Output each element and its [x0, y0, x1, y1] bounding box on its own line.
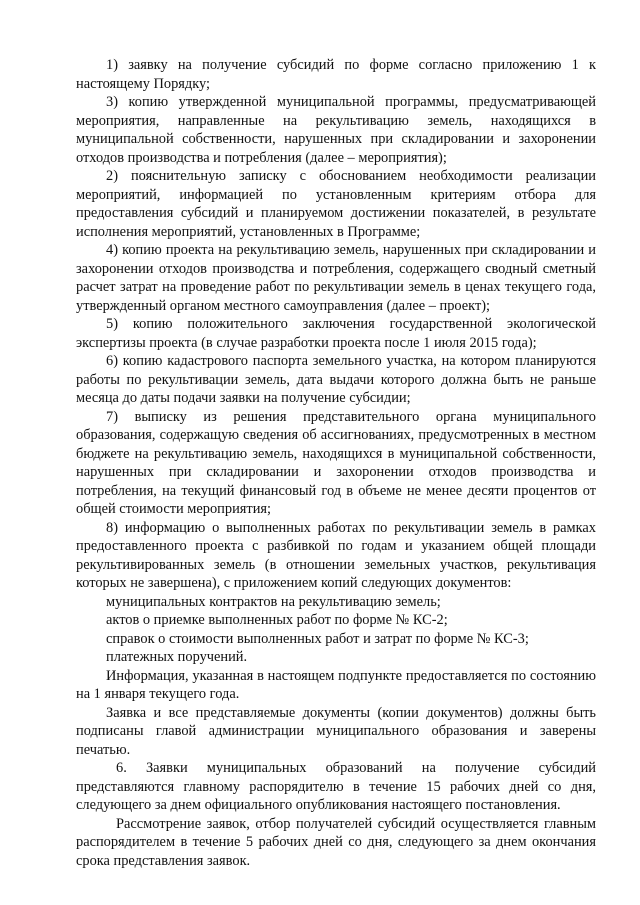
paragraph-item-4: 4) копию проекта на рекультивацию земель, нарушенных при складировании и захоронении отходов производства и потребления, содержащего сводный сметный расчет затрат на проведение работ по рекультивации земель в ценах текущего года, утвержденный органом местного самоуправления (далее – проект);: [76, 242, 596, 314]
paragraph-item-8: 8) информацию о выполненных работах по рекультивации земель в рамках предоставленного проекта с разбивкой по годам и указанием общей площади рекультивированных земель (в отношении земельных участков, рекультивация которых не завершена), с приложением копий следующих документов:: [76, 519, 596, 591]
paragraph-item-6: 6) копию кадастрового паспорта земельного участка, на котором планируются работы по рекультивации земель, дата выдачи которого должна быть не раньше месяца до даты подачи заявки на получение субсидии;: [76, 353, 596, 406]
document-body: [76, 56, 596, 870]
paragraph-item-2: 2) пояснительную записку с обоснованием необходимости реализации мероприятий, информацией по установленным критериям отбора для предоставления субсидий и планируемом достижении показателей, в результате исполнения мероприятий, установленных в Программе;: [76, 168, 596, 240]
paragraph-item-3: 3) копию утвержденной муниципальной программы, предусматривающей мероприятия, направленные на рекультивацию земель, находящихся в муниципальной собственности, нарушенных при складировании и захоронении отходов производства и потребления (далее – мероприятия);: [76, 94, 596, 166]
paragraph-item-1: 1) заявку на получение субсидий по форме согласно приложению 1 к настоящему Порядку;: [76, 57, 596, 92]
paragraph-item-7: 7) выписку из решения представительного органа муниципального образования, содержащую сведения об ассигнованиях, предусмотренных в местном бюджете на рекультивацию земель, находящихся в муниципальной собственности, нарушенных при складировании и захоронении отходов производства и потребления, на текущий финансовый год в объеме не менее десяти процентов от общей стоимости мероприятия;: [76, 408, 596, 517]
doc-list-item: муниципальных контрактов на рекультивацию земель;: [106, 593, 441, 610]
paragraph-item-5: 5) копию положительного заключения государственной экологической экспертизы проекта (в случае разработки проекта после 1 июля 2015 года);: [76, 316, 596, 351]
info-date-paragraph: Информация, указанная в настоящем подпункте предоставляется по состоянию на 1 января текущего года.: [76, 667, 596, 702]
doc-list-item: актов о приемке выполненных работ по форме № КС-2;: [106, 612, 448, 628]
doc-list-item: справок о стоимости выполненных работ и затрат по форме № КС-3;: [106, 630, 529, 647]
signature-requirement-paragraph: Заявка и все представляемые документы (копии документов) должны быть подписаны главой администрации муниципального образования и заверены печатью.: [76, 704, 596, 758]
doc-list-item: платежных поручений.: [106, 649, 248, 665]
section-6-paragraph: 6. Заявки муниципальных образований на получение субсидий представляются главному распорядителю в течение 15 рабочих дней со дня, следующего за днем официального опубликования настоящего постановления.: [76, 760, 596, 813]
review-paragraph: Рассмотрение заявок, отбор получателей субсидий осуществляется главным распорядителем в течение 5 рабочих дней со дня, следующего за днем окончания срока представления заявок.: [76, 815, 596, 869]
